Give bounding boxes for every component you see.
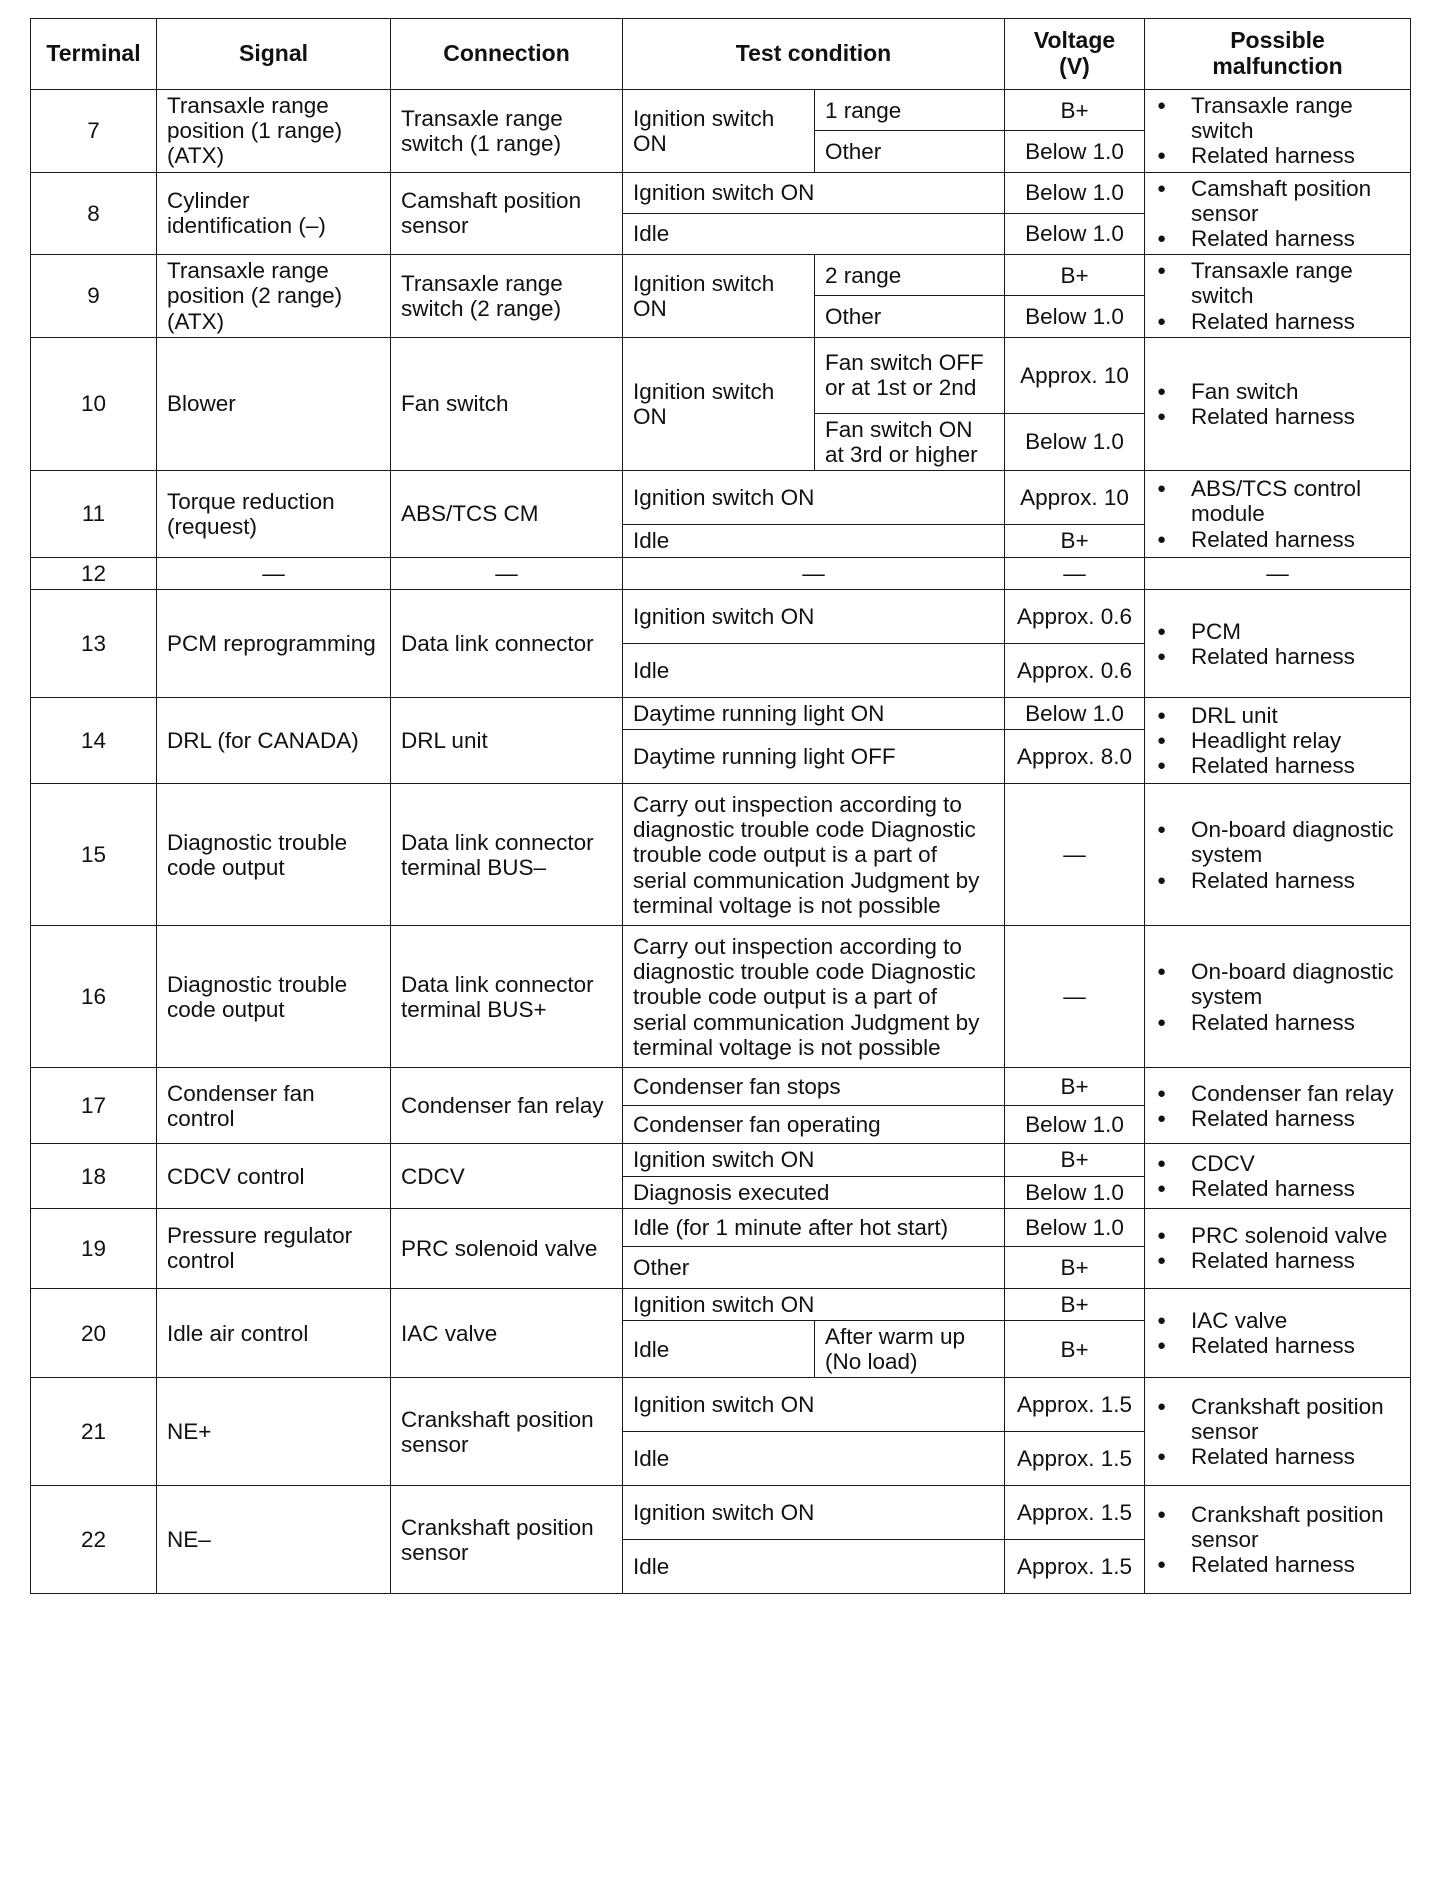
table-row bbox=[31, 926, 1411, 1068]
test-condition-cell: Idle bbox=[623, 1540, 1005, 1594]
test-condition-sub-cell: 1 range bbox=[815, 90, 1005, 131]
malfunction-item: ● PCM bbox=[1151, 619, 1404, 644]
malfunction-item: ● Related harness bbox=[1151, 753, 1404, 778]
voltage-cell: Below 1.0 bbox=[1005, 213, 1145, 254]
test-condition-sub-cell: Fan switch ON at 3rd or higher bbox=[815, 413, 1005, 470]
malfunction-item: ● Related harness bbox=[1151, 868, 1404, 893]
terminal-voltage-table-page bbox=[30, 18, 1410, 1594]
test-condition-cell: Idle bbox=[623, 213, 1005, 254]
terminal-cell: 21 bbox=[31, 1378, 157, 1486]
terminal-cell: 7 bbox=[31, 90, 157, 173]
test-condition-cell: Ignition switch ON bbox=[623, 1378, 1005, 1432]
voltage-cell: B+ bbox=[1005, 1321, 1145, 1378]
header-signal: Signal bbox=[157, 19, 391, 90]
test-condition-cell: Ignition switch ON bbox=[623, 1144, 1005, 1176]
voltage-cell: Approx. 10 bbox=[1005, 337, 1145, 413]
voltage-cell: — bbox=[1005, 558, 1145, 590]
signal-cell: Blower bbox=[157, 337, 391, 470]
malfunction-item: ● DRL unit bbox=[1151, 703, 1404, 728]
malfunction-cell bbox=[1145, 337, 1411, 470]
malfunction-list bbox=[1151, 703, 1404, 779]
test-condition-sub-cell: 2 range bbox=[815, 255, 1005, 296]
table-row bbox=[31, 471, 1411, 525]
malfunction-list bbox=[1151, 1308, 1404, 1358]
malfunction-item: ● PRC solenoid valve bbox=[1151, 1223, 1404, 1248]
connection-cell: Crankshaft position sensor bbox=[391, 1378, 623, 1486]
signal-cell: Condenser fan control bbox=[157, 1068, 391, 1144]
malfunction-item: ● Condenser fan relay bbox=[1151, 1081, 1404, 1106]
malfunction-cell bbox=[1145, 1144, 1411, 1208]
terminal-cell: 9 bbox=[31, 255, 157, 338]
test-condition-cell: Daytime running light ON bbox=[623, 698, 1005, 730]
test-condition-main-cell: Ignition switch ON bbox=[623, 90, 815, 173]
table-header-row bbox=[31, 19, 1411, 90]
terminal-cell: 12 bbox=[31, 558, 157, 590]
terminal-cell: 8 bbox=[31, 172, 157, 255]
connection-cell: Transaxle range switch (1 range) bbox=[391, 90, 623, 173]
voltage-cell: Below 1.0 bbox=[1005, 698, 1145, 730]
table-row bbox=[31, 1486, 1411, 1540]
malfunction-list bbox=[1151, 379, 1404, 429]
test-condition-cell: Ignition switch ON bbox=[623, 590, 1005, 644]
test-condition-main-cell: Ignition switch ON bbox=[623, 255, 815, 338]
header-malfunction: Possible malfunction bbox=[1145, 19, 1411, 90]
terminal-cell: 10 bbox=[31, 337, 157, 470]
malfunction-list bbox=[1151, 1151, 1404, 1201]
connection-cell: Crankshaft position sensor bbox=[391, 1486, 623, 1594]
terminal-cell: 13 bbox=[31, 590, 157, 698]
connection-cell: Condenser fan relay bbox=[391, 1068, 623, 1144]
voltage-cell: — bbox=[1005, 784, 1145, 926]
signal-cell: NE+ bbox=[157, 1378, 391, 1486]
signal-cell: Transaxle range position (2 range) (ATX) bbox=[157, 255, 391, 338]
terminal-cell: 11 bbox=[31, 471, 157, 558]
header-connection: Connection bbox=[391, 19, 623, 90]
terminal-cell: 17 bbox=[31, 1068, 157, 1144]
voltage-cell: Approx. 1.5 bbox=[1005, 1486, 1145, 1540]
malfunction-cell bbox=[1145, 698, 1411, 784]
test-condition-cell: Carry out inspection according to diagnostic trouble code Diagnostic trouble code output is a part of serial communication Judgment by terminal voltage is not possible bbox=[623, 784, 1005, 926]
test-condition-cell: Idle (for 1 minute after hot start) bbox=[623, 1208, 1005, 1246]
voltage-cell: Approx. 10 bbox=[1005, 471, 1145, 525]
malfunction-list bbox=[1151, 93, 1404, 169]
test-condition-sub-cell: Other bbox=[815, 296, 1005, 337]
voltage-cell: B+ bbox=[1005, 1288, 1145, 1320]
malfunction-item: ● Related harness bbox=[1151, 404, 1404, 429]
signal-cell: Diagnostic trouble code output bbox=[157, 926, 391, 1068]
test-condition-main-cell: Ignition switch ON bbox=[623, 337, 815, 470]
voltage-cell: B+ bbox=[1005, 1144, 1145, 1176]
terminal-cell: 16 bbox=[31, 926, 157, 1068]
test-condition-sub-cell: Other bbox=[815, 131, 1005, 172]
table-row bbox=[31, 590, 1411, 644]
table-row bbox=[31, 172, 1411, 213]
signal-cell: NE– bbox=[157, 1486, 391, 1594]
malfunction-cell bbox=[1145, 172, 1411, 255]
malfunction-item: ● ABS/TCS control module bbox=[1151, 476, 1404, 526]
malfunction-item: ● Transaxle range switch bbox=[1151, 93, 1404, 143]
malfunction-list bbox=[1151, 817, 1404, 893]
test-condition-cell: Ignition switch ON bbox=[623, 172, 1005, 213]
signal-cell: Transaxle range position (1 range) (ATX) bbox=[157, 90, 391, 173]
terminal-cell: 20 bbox=[31, 1288, 157, 1378]
malfunction-item: ● Crankshaft position sensor bbox=[1151, 1502, 1404, 1552]
malfunction-item: ● Crankshaft position sensor bbox=[1151, 1394, 1404, 1444]
voltage-cell: Below 1.0 bbox=[1005, 131, 1145, 172]
test-condition-cell: Condenser fan stops bbox=[623, 1068, 1005, 1106]
table-row bbox=[31, 90, 1411, 131]
signal-cell: Torque reduction (request) bbox=[157, 471, 391, 558]
test-condition-cell: Ignition switch ON bbox=[623, 1288, 1005, 1320]
malfunction-list bbox=[1151, 1502, 1404, 1578]
connection-cell: DRL unit bbox=[391, 698, 623, 784]
connection-cell: ABS/TCS CM bbox=[391, 471, 623, 558]
voltage-cell: Below 1.0 bbox=[1005, 296, 1145, 337]
terminal-cell: 15 bbox=[31, 784, 157, 926]
test-condition-cell: Idle bbox=[623, 525, 1005, 558]
malfunction-item: ● On-board diagnostic system bbox=[1151, 959, 1404, 1009]
malfunction-item: ● Related harness bbox=[1151, 1248, 1404, 1273]
connection-cell: Fan switch bbox=[391, 337, 623, 470]
table-row bbox=[31, 337, 1411, 413]
malfunction-item: ● Related harness bbox=[1151, 1444, 1404, 1469]
test-condition-cell: Carry out inspection according to diagnostic trouble code Diagnostic trouble code output is a part of serial communication Judgment by terminal voltage is not possible bbox=[623, 926, 1005, 1068]
voltage-cell: Below 1.0 bbox=[1005, 172, 1145, 213]
malfunction-cell bbox=[1145, 590, 1411, 698]
voltage-cell: Approx. 0.6 bbox=[1005, 590, 1145, 644]
voltage-cell: Below 1.0 bbox=[1005, 1176, 1145, 1208]
signal-cell: Pressure regulator control bbox=[157, 1208, 391, 1288]
malfunction-list bbox=[1151, 1394, 1404, 1470]
connection-cell: CDCV bbox=[391, 1144, 623, 1208]
test-condition-cell: — bbox=[623, 558, 1005, 590]
table-row bbox=[31, 1208, 1411, 1246]
malfunction-item: ● Related harness bbox=[1151, 644, 1404, 669]
malfunction-list bbox=[1151, 959, 1404, 1035]
malfunction-item: ● On-board diagnostic system bbox=[1151, 817, 1404, 867]
voltage-cell: Approx. 1.5 bbox=[1005, 1432, 1145, 1486]
test-condition-cell: Daytime running light OFF bbox=[623, 730, 1005, 784]
test-condition-cell: Idle bbox=[623, 1432, 1005, 1486]
malfunction-cell bbox=[1145, 1378, 1411, 1486]
terminal-cell: 19 bbox=[31, 1208, 157, 1288]
voltage-cell: Below 1.0 bbox=[1005, 1106, 1145, 1144]
voltage-cell: Approx. 0.6 bbox=[1005, 644, 1145, 698]
signal-cell: Diagnostic trouble code output bbox=[157, 784, 391, 926]
test-condition-cell: Diagnosis executed bbox=[623, 1176, 1005, 1208]
connection-cell: Data link connector terminal BUS+ bbox=[391, 926, 623, 1068]
table-row bbox=[31, 558, 1411, 590]
table-row bbox=[31, 1144, 1411, 1176]
connection-cell: IAC valve bbox=[391, 1288, 623, 1378]
test-condition-sub-cell: Fan switch OFF or at 1st or 2nd bbox=[815, 337, 1005, 413]
signal-cell: Cylinder identification (–) bbox=[157, 172, 391, 255]
table-row bbox=[31, 1068, 1411, 1106]
test-condition-cell: Condenser fan operating bbox=[623, 1106, 1005, 1144]
connection-cell: Camshaft position sensor bbox=[391, 172, 623, 255]
connection-cell: — bbox=[391, 558, 623, 590]
malfunction-list bbox=[1151, 1081, 1404, 1131]
test-condition-cell: Ignition switch ON bbox=[623, 471, 1005, 525]
malfunction-item: ● Related harness bbox=[1151, 1010, 1404, 1035]
terminal-cell: 18 bbox=[31, 1144, 157, 1208]
malfunction-list bbox=[1151, 258, 1404, 334]
malfunction-item: ● Camshaft position sensor bbox=[1151, 176, 1404, 226]
malfunction-cell bbox=[1145, 471, 1411, 558]
malfunction-cell bbox=[1145, 1208, 1411, 1288]
test-condition-cell: Idle bbox=[623, 1321, 815, 1378]
connection-cell: Data link connector bbox=[391, 590, 623, 698]
table-row bbox=[31, 255, 1411, 296]
signal-cell: — bbox=[157, 558, 391, 590]
voltage-cell: B+ bbox=[1005, 525, 1145, 558]
voltage-cell: B+ bbox=[1005, 1246, 1145, 1288]
voltage-cell: Below 1.0 bbox=[1005, 413, 1145, 470]
voltage-cell: B+ bbox=[1005, 255, 1145, 296]
malfunction-item: ● Transaxle range switch bbox=[1151, 258, 1404, 308]
table-body bbox=[31, 90, 1411, 1594]
voltage-cell: Approx. 1.5 bbox=[1005, 1540, 1145, 1594]
signal-cell: PCM reprogramming bbox=[157, 590, 391, 698]
voltage-cell: Approx. 8.0 bbox=[1005, 730, 1145, 784]
table-row bbox=[31, 1378, 1411, 1432]
malfunction-item: ● Related harness bbox=[1151, 1176, 1404, 1201]
signal-cell: DRL (for CANADA) bbox=[157, 698, 391, 784]
malfunction-item: ● Headlight relay bbox=[1151, 728, 1404, 753]
voltage-cell: Below 1.0 bbox=[1005, 1208, 1145, 1246]
malfunction-item: ● CDCV bbox=[1151, 1151, 1404, 1176]
terminal-cell: 22 bbox=[31, 1486, 157, 1594]
signal-cell: CDCV control bbox=[157, 1144, 391, 1208]
malfunction-cell bbox=[1145, 1288, 1411, 1378]
malfunction-item: ● Related harness bbox=[1151, 1552, 1404, 1577]
malfunction-cell: — bbox=[1145, 558, 1411, 590]
malfunction-list bbox=[1151, 476, 1404, 552]
malfunction-list bbox=[1151, 1223, 1404, 1273]
malfunction-item: ● Related harness bbox=[1151, 309, 1404, 334]
malfunction-item: ● Related harness bbox=[1151, 1106, 1404, 1131]
malfunction-list bbox=[1151, 176, 1404, 252]
voltage-cell: B+ bbox=[1005, 90, 1145, 131]
terminal-voltage-table bbox=[30, 18, 1411, 1594]
malfunction-item: ● Related harness bbox=[1151, 1333, 1404, 1358]
test-condition-sub-cell: After warm up (No load) bbox=[815, 1321, 1005, 1378]
voltage-cell: Approx. 1.5 bbox=[1005, 1378, 1145, 1432]
test-condition-cell: Other bbox=[623, 1246, 1005, 1288]
malfunction-cell bbox=[1145, 926, 1411, 1068]
test-condition-cell: Ignition switch ON bbox=[623, 1486, 1005, 1540]
terminal-cell: 14 bbox=[31, 698, 157, 784]
header-voltage: Voltage (V) bbox=[1005, 19, 1145, 90]
connection-cell: PRC solenoid valve bbox=[391, 1208, 623, 1288]
signal-cell: Idle air control bbox=[157, 1288, 391, 1378]
table-row bbox=[31, 784, 1411, 926]
connection-cell: Transaxle range switch (2 range) bbox=[391, 255, 623, 338]
table-row bbox=[31, 1288, 1411, 1320]
malfunction-item: ● Related harness bbox=[1151, 143, 1404, 168]
header-terminal: Terminal bbox=[31, 19, 157, 90]
connection-cell: Data link connector terminal BUS– bbox=[391, 784, 623, 926]
malfunction-cell bbox=[1145, 90, 1411, 173]
voltage-cell: — bbox=[1005, 926, 1145, 1068]
malfunction-item: ● IAC valve bbox=[1151, 1308, 1404, 1333]
malfunction-cell bbox=[1145, 255, 1411, 338]
malfunction-cell bbox=[1145, 1486, 1411, 1594]
voltage-cell: B+ bbox=[1005, 1068, 1145, 1106]
header-test-condition: Test condition bbox=[623, 19, 1005, 90]
test-condition-cell: Idle bbox=[623, 644, 1005, 698]
table-row bbox=[31, 698, 1411, 730]
malfunction-item: ● Related harness bbox=[1151, 527, 1404, 552]
malfunction-list bbox=[1151, 619, 1404, 669]
malfunction-cell bbox=[1145, 1068, 1411, 1144]
malfunction-item: ● Fan switch bbox=[1151, 379, 1404, 404]
malfunction-item: ● Related harness bbox=[1151, 226, 1404, 251]
malfunction-cell bbox=[1145, 784, 1411, 926]
